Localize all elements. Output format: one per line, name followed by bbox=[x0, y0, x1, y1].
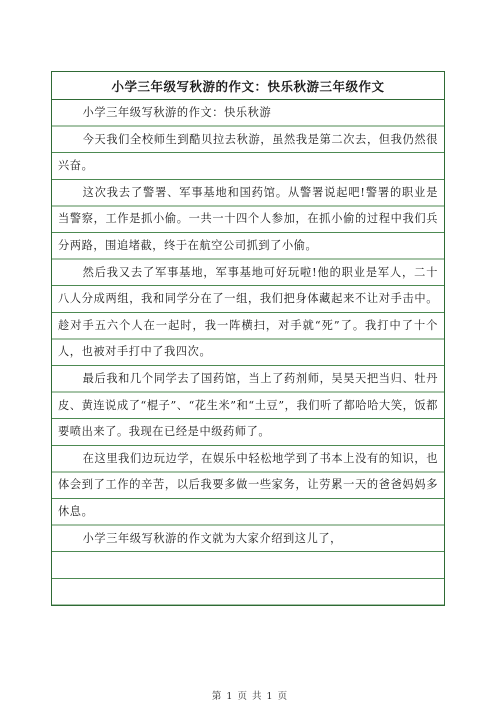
paragraph-5: 在这里我们边玩边学，在娱乐中轻松地学到了书本上没有的知识，也体会到了工作的辛苦，以后我要多做一些家务，让劳累一天的爸爸妈妈多休息。 bbox=[58, 451, 438, 518]
paragraph-2: 这次我去了警署、军事基地和国药馆。从警署说起吧!警署的职业是当警察，工作是抓小偷。一共一十四个人参加，在抓小偷的过程中我们兵分两路，围追堵截，终于在航空公司抓到了小偷。 bbox=[58, 185, 438, 252]
paragraph-subtitle: 小学三年级写秋游的作文：快乐秋游 bbox=[82, 106, 272, 119]
blank-line bbox=[58, 579, 438, 606]
essay-body-text bbox=[52, 100, 444, 605]
paragraph-3: 然后我又去了军事基地，军事基地可好玩啦!他的职业是军人，二十八人分成两组，我和同学分在了一组，我们把身体藏起来不让对手击中。趁对手五六个人在一起时，我一阵横扫，对手就“死”了。我打中了十个人，也被对手打中了我四次。 bbox=[58, 265, 438, 359]
blank-line bbox=[58, 552, 438, 579]
page-number: 第 1 页 共 1 页 bbox=[211, 691, 289, 702]
lined-body bbox=[52, 100, 444, 605]
essay-sheet bbox=[51, 71, 445, 606]
paragraph-closing: 小学三年级写秋游的作文就为大家介绍到这儿了， bbox=[82, 531, 342, 545]
essay-title: 小学三年级写秋游的作文：快乐秋游三年级作文 bbox=[52, 72, 444, 100]
paragraph-4: 最后我和几个同学去了国药馆，当上了药剂师，吴昊天把当归、牡丹皮、黄连说成了“棍子”、“花生米”和“土豆”，我们听了都哈哈大笑，饭都要喷出来了。我现在已经是中级药师了。 bbox=[58, 371, 438, 439]
paragraph-1: 今天我们全校师生到酷贝拉去秋游，虽然我是第二次去，但我仍然很兴奋。 bbox=[58, 132, 438, 173]
